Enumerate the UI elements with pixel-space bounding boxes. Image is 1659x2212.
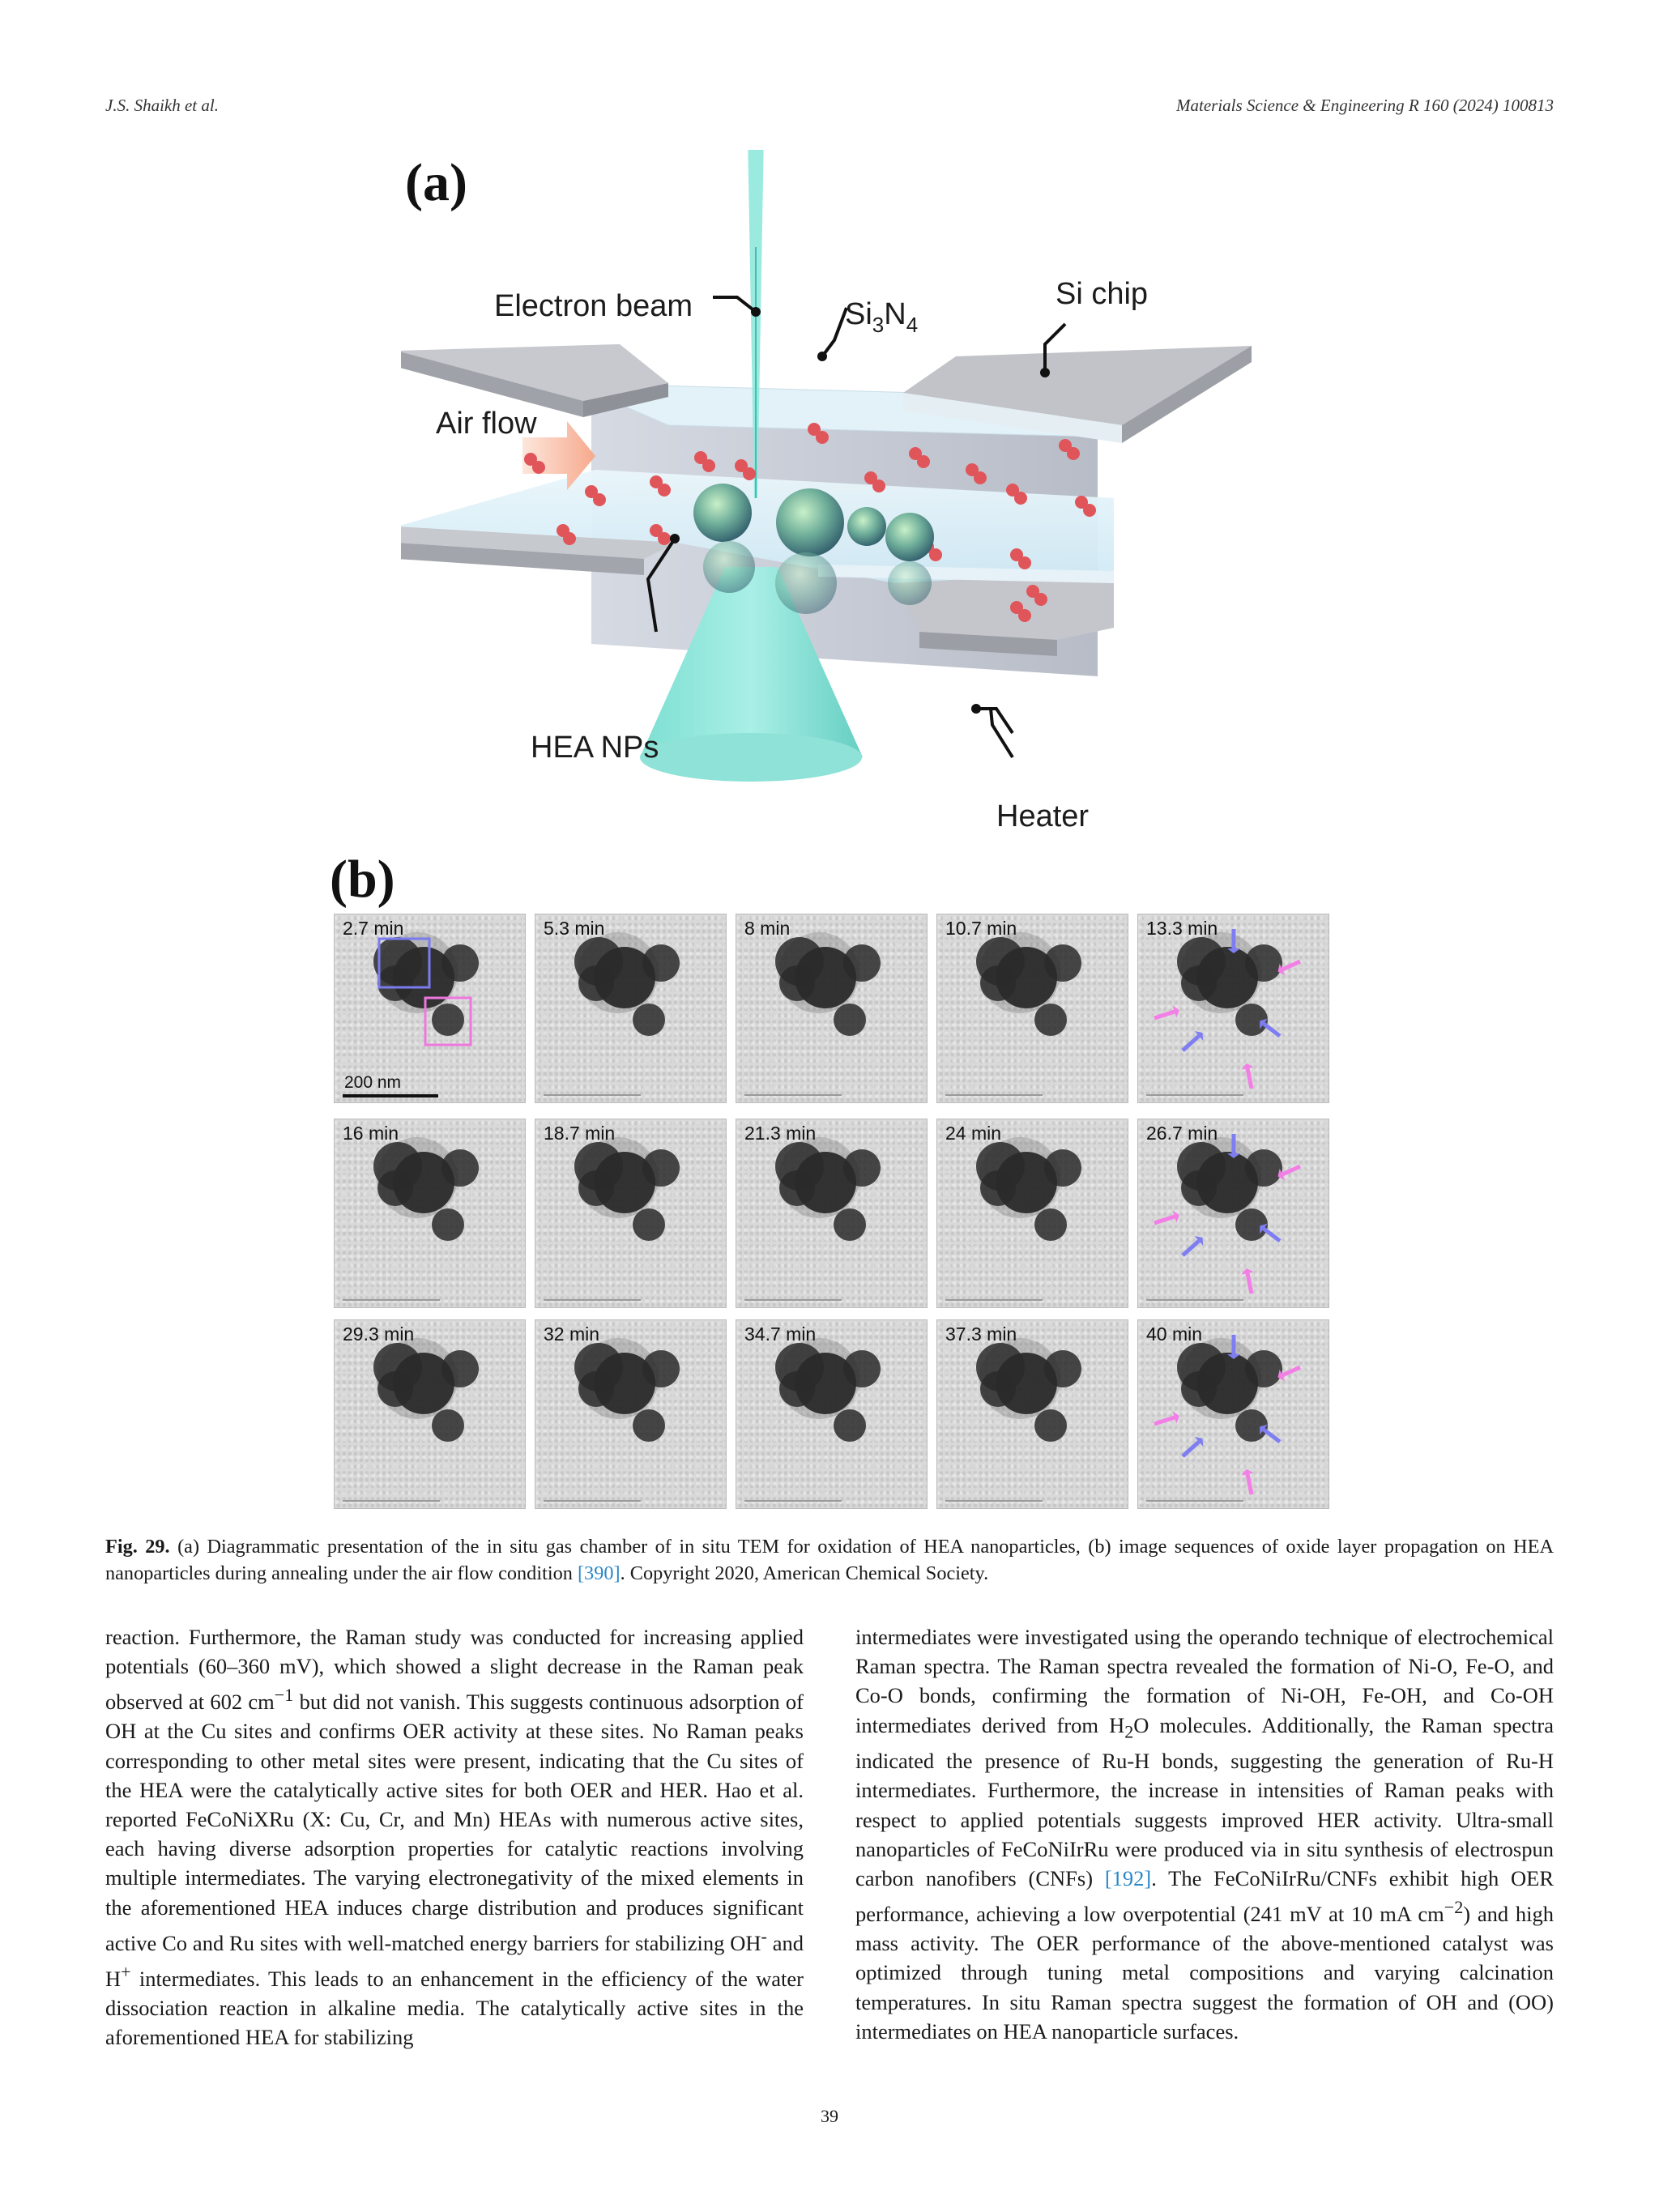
tem-frame — [936, 914, 1128, 1103]
scale-bar — [744, 1500, 842, 1502]
tem-frame — [936, 1119, 1128, 1308]
frame-time-label: 40 min — [1146, 1323, 1203, 1345]
nanoparticle-cluster — [736, 1119, 927, 1307]
frame-time-label: 18.7 min — [544, 1123, 616, 1144]
oxidation-arrow-icon — [1154, 1210, 1179, 1223]
frame-time-label: 8 min — [744, 918, 791, 939]
frame-time-label: 24 min — [945, 1123, 1002, 1144]
nanoparticle-cluster — [535, 1119, 726, 1307]
tem-image-grid — [334, 914, 1330, 1505]
label-hea-nps: HEA NPs — [531, 731, 659, 765]
tem-frame — [334, 1119, 526, 1308]
tem-frame — [736, 914, 928, 1103]
scale-bar — [343, 1299, 440, 1301]
scale-bar — [1146, 1299, 1243, 1301]
tem-frame — [334, 1319, 526, 1509]
nanoparticle-cluster — [335, 1320, 525, 1508]
paragraph: intermediates were investigated using the operando technique of electrochemical Raman spectra. The Raman spectra revealed the formation of Ni-O, Fe-O, and Co-O bonds, confirming the formation of Ni-OH, Fe-OH, and Co-OH intermediates derived from $H_2O$ molecules. Additionally, the Raman spectra indicated the presence of Ru-H bonds, suggesting the generation of Ru-H intermediates. Furthermore, the increase in intensities of Raman peaks with respect to applied potentials suggests improved HER activity. Ultra-small nanoparticles of FeCoNiIrRu were produced via in situ synthesis of electrospun carbon nanofibers (CNFs) [192]. The FeCoNiIrRu/CNFs exhibit high OER performance, achieving a low overpotential (241 mV at 10 mA $cm^{-2}$) and high mass activity. The OER performance of the above-mentioned catalyst was optimized through tuning metal compositions and varying calcination temperatures. In situ Raman spectra suggest the formation of OH and (OO) intermediates on HEA nanoparticle surfaces. — [855, 1625, 1555, 2044]
nanoparticle-cluster — [1138, 914, 1328, 1102]
label-heater: Heater — [996, 799, 1090, 833]
figure-caption: Fig. 29. (a) Diagrammatic presentation of the in situ gas chamber of in situ TEM for oxidation of HEA nanoparticles, (b) image sequences of oxide layer propagation on HEA nanoparticles during annealing under the air flow condition [390]. Copyright 2020, American Chemical Society. — [105, 1536, 1554, 1584]
body-column-left — [105, 1622, 804, 2052]
frame-time-label: 32 min — [544, 1323, 600, 1345]
tem-frame — [1137, 1319, 1329, 1509]
scale-bar — [744, 1299, 842, 1301]
running-header-authors: J.S. Shaikh et al. — [105, 96, 219, 115]
gas-chamber-diagram — [401, 150, 1268, 863]
frame-time-label: 34.7 min — [744, 1323, 817, 1345]
paragraph: reaction. Furthermore, the Raman study was conducted for increasing applied potentials (60–360 mV), which showed a slight decrease in the Raman peak observed at 602 $cm^{-1}$ but did not vanish. This suggests continuous adsorption of OH at the Cu sites and confirms OER activity at these sites. No Raman peaks corresponding to other metal sites were present, indicating that the Cu sites of the HEA were the catalytically active sites for both OER and HER. Hao et al. reported FeCoNiXRu (X: Cu, Cr, and Mn) HEAs with numerous active sites, each having diverse adsorption properties for catalytic reactions involving multiple intermediates. The varying electronegativity of the mixed elements in the aforementioned HEA induces charge distribution and produces significant active Co and Ru sites with well-matched energy barriers for stabilizing OH- and H+ intermediates. This leads to an enhancement in the efficiency of the water dissociation reaction in alkaline media. The catalytically active sites in the aforementioned HEA for stabilizing — [105, 1625, 804, 2050]
figure-number: Fig. 29. — [105, 1536, 170, 1558]
page-number: 39 — [821, 2106, 838, 2126]
oxidation-arrow-icon — [1154, 1411, 1179, 1424]
nanoparticle-cluster — [335, 1119, 525, 1307]
scale-bar — [343, 1094, 438, 1097]
nanoparticle-cluster — [937, 1320, 1128, 1508]
panel-a-label: (a) — [405, 153, 467, 212]
tem-frame — [535, 914, 727, 1103]
oxidation-arrow-icon — [1154, 1005, 1179, 1018]
scale-bar — [945, 1094, 1043, 1096]
nanoparticle-cluster — [937, 1119, 1128, 1307]
nanoparticle-cluster — [736, 914, 927, 1102]
label-si-chip: Si chip — [1056, 277, 1149, 311]
panel-b-label: (b) — [330, 850, 395, 909]
tem-frame — [736, 1319, 928, 1509]
frame-time-label: 26.7 min — [1146, 1123, 1218, 1144]
reference-link-390[interactable]: [390] — [577, 1562, 621, 1584]
oxidation-arrow-icon — [1183, 1236, 1203, 1255]
tem-frame — [535, 1119, 727, 1308]
tem-frame — [936, 1319, 1128, 1509]
frame-time-label: 5.3 min — [544, 918, 605, 939]
scale-bar — [945, 1500, 1043, 1502]
scale-bar — [1146, 1094, 1243, 1096]
scale-bar — [1146, 1500, 1243, 1502]
frame-time-label: 10.7 min — [945, 918, 1017, 939]
scale-bar — [544, 1500, 641, 1502]
tem-frame — [1137, 914, 1329, 1103]
scale-bar — [544, 1299, 641, 1301]
tem-frame — [736, 1119, 928, 1308]
label-air-flow: Air flow — [436, 407, 537, 441]
running-header-journal: Materials Science & Engineering R 160 (2024) 100813 — [1176, 96, 1554, 115]
tem-frame — [334, 914, 526, 1103]
nanoparticle-cluster — [736, 1320, 927, 1508]
frame-time-label: 29.3 min — [343, 1323, 415, 1345]
label-electron-beam: Electron beam — [494, 289, 693, 323]
tem-frame — [1137, 1119, 1329, 1308]
nanoparticle-cluster — [1138, 1320, 1328, 1508]
frame-time-label: 13.3 min — [1146, 918, 1218, 939]
body-column-right — [855, 1622, 1554, 2046]
nanoparticle-cluster — [1138, 1119, 1328, 1307]
frame-time-label: 37.3 min — [945, 1323, 1017, 1345]
frame-time-label: 21.3 min — [744, 1123, 817, 1144]
oxidation-arrow-icon — [1183, 1437, 1203, 1456]
tem-frame — [535, 1319, 727, 1509]
label-si3n4: $Si_3N_4$ — [845, 297, 919, 337]
scale-bar — [343, 1500, 440, 1502]
scale-bar-label: 200 nm — [344, 1073, 402, 1092]
nanoparticle-cluster — [535, 1320, 726, 1508]
frame-time-label: 16 min — [343, 1123, 399, 1144]
reference-link-192[interactable]: [192] — [1104, 1865, 1152, 1890]
nanoparticle-cluster — [535, 914, 726, 1102]
oxidation-arrow-icon — [1183, 1031, 1203, 1051]
scale-bar — [744, 1094, 842, 1096]
nanoparticle-cluster — [937, 914, 1128, 1102]
oxidation-arrow-icon — [1241, 1063, 1254, 1089]
scale-bar — [945, 1299, 1043, 1301]
oxidation-arrow-icon — [1241, 1469, 1254, 1494]
oxidation-arrow-icon — [1241, 1268, 1254, 1294]
scale-bar — [544, 1094, 641, 1096]
frame-time-label: 2.7 min — [343, 918, 404, 939]
